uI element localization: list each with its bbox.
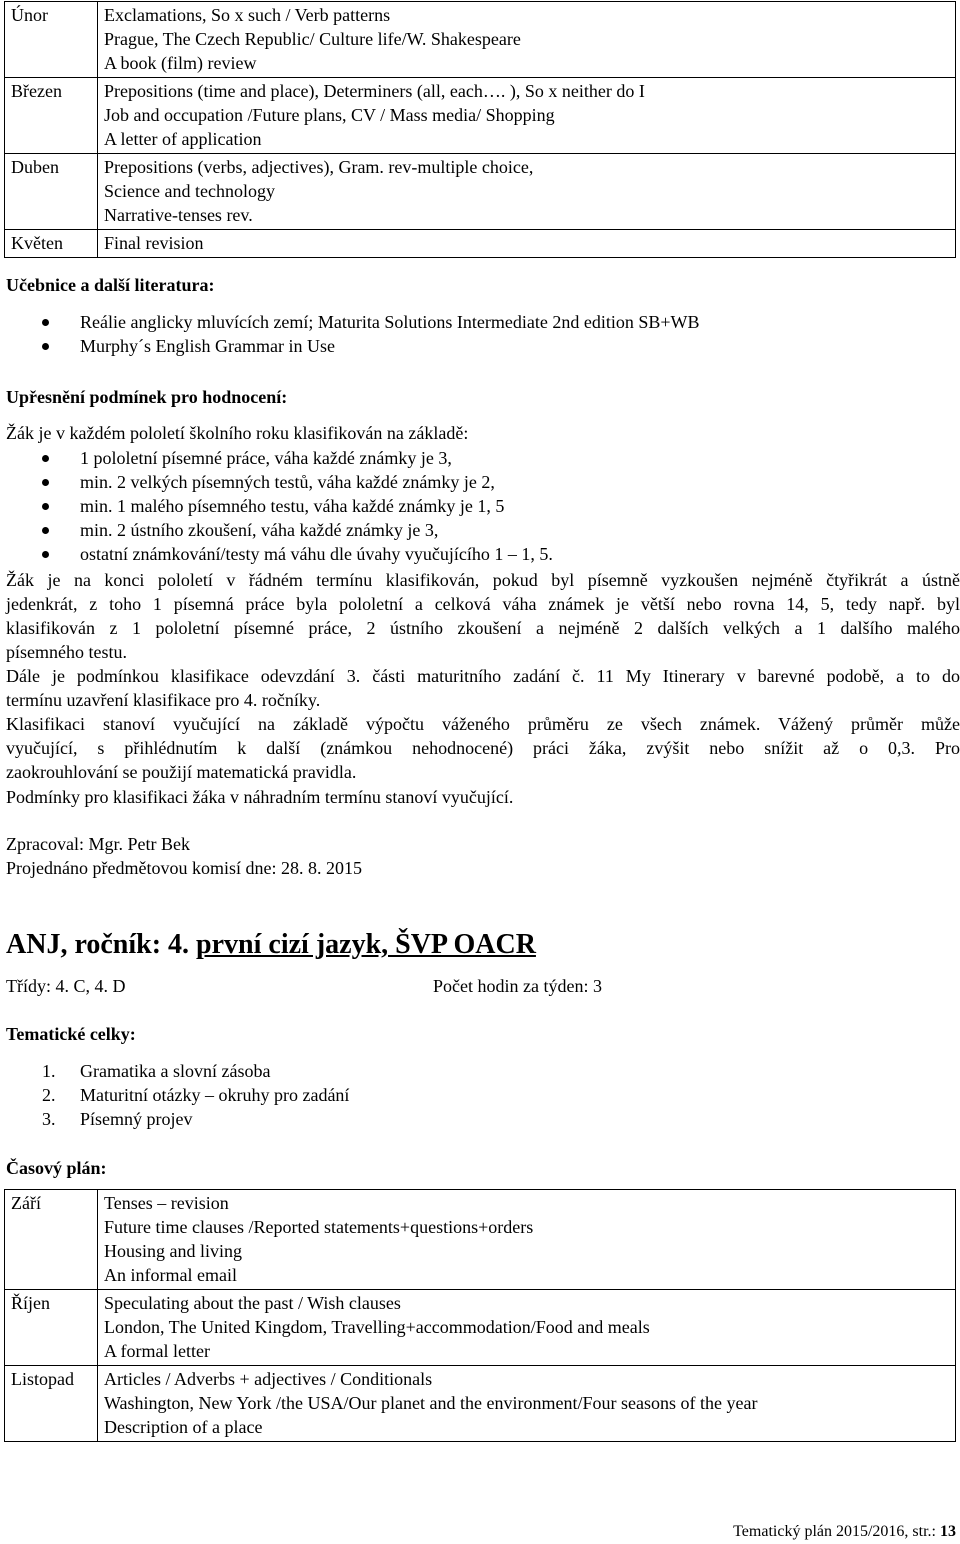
discussed-date: Projednáno předmětovou komisí dne: 28. 8. 2015 bbox=[6, 858, 362, 878]
content-cell bbox=[98, 1190, 956, 1290]
paragraph-line: klasifikován z 1 pololetní písemné práce, 2 ústního zkoušení a nejméně 2 dalších velkých a 1 dalšího malého bbox=[6, 618, 960, 638]
item-text: Maturitní otázky – okruhy pro zadání bbox=[80, 1085, 350, 1105]
month-cell: Únor bbox=[5, 2, 98, 78]
footer-text: Tematický plán 2015/2016, str.: bbox=[733, 1523, 940, 1540]
item-text: Písemný projev bbox=[80, 1109, 193, 1129]
table-row bbox=[5, 154, 956, 230]
list-item bbox=[0, 1107, 349, 1131]
content-line: An informal email bbox=[104, 1265, 237, 1285]
content-line: Exclamations, So x such / Verb patterns bbox=[104, 5, 391, 25]
topics-list bbox=[0, 1059, 349, 1131]
prepared-by: Zpracoval: Mgr. Petr Bek bbox=[6, 834, 190, 854]
month-cell: Říjen bbox=[5, 1290, 98, 1366]
content-cell bbox=[98, 1366, 956, 1442]
grading-intro: Žák je v každém pololetí školního roku klasifikován na základě: bbox=[6, 423, 469, 443]
section-title bbox=[6, 929, 536, 961]
content-line: London, The United Kingdom, Travelling+accommodation/Food and meals bbox=[104, 1317, 650, 1337]
content-line: A formal letter bbox=[104, 1341, 210, 1361]
classes-label: Třídy: 4. C, 4. D bbox=[6, 976, 126, 996]
grading-list bbox=[0, 446, 553, 566]
content-line: Prepositions (time and place), Determiners (all, each…. ), So x neither do I bbox=[104, 81, 645, 101]
page-footer bbox=[733, 1520, 956, 1544]
content-line: Job and occupation /Future plans, CV / Mass media/ Shopping bbox=[104, 105, 555, 125]
content-line: A book (film) review bbox=[104, 53, 257, 73]
month-cell: Listopad bbox=[5, 1366, 98, 1442]
content-line: Final revision bbox=[104, 233, 204, 253]
grading-paragraph-4: Podmínky pro klasifikaci žáka v náhradním termínu stanoví vyučující. bbox=[6, 787, 514, 807]
month-cell: Březen bbox=[5, 78, 98, 154]
schedule-table-bottom bbox=[4, 1189, 956, 1442]
item-text: Gramatika a slovní zásoba bbox=[80, 1061, 271, 1081]
paragraph-line: Dále je podmínkou klasifikace odevzdání 3. části maturitního zadání č. 11 My Itinerary v barevné podobě, a to do bbox=[6, 666, 960, 686]
content-line: A letter of application bbox=[104, 129, 262, 149]
paragraph-line: písemného testu. bbox=[6, 642, 127, 662]
content-line: Prague, The Czech Republic/ Culture life/W. Shakespeare bbox=[104, 29, 521, 49]
list-item: min. 2 ústního zkoušení, váha každé známky je 3, bbox=[0, 518, 553, 542]
table-row bbox=[5, 78, 956, 154]
content-line: Speculating about the past / Wish clauses bbox=[104, 1293, 401, 1313]
grading-paragraph-2 bbox=[6, 664, 960, 712]
item-number: 3. bbox=[42, 1109, 56, 1129]
literature-list bbox=[0, 310, 700, 358]
table-row bbox=[5, 2, 956, 78]
paragraph-line: zaokrouhlování se použijí matematická pravidla. bbox=[6, 762, 357, 782]
table-row bbox=[5, 230, 956, 258]
grading-heading: Upřesnění podmínek pro hodnocení: bbox=[6, 387, 288, 407]
content-cell bbox=[98, 2, 956, 78]
content-line: Articles / Adverbs + adjectives / Conditionals bbox=[104, 1369, 433, 1389]
table-row bbox=[5, 1290, 956, 1366]
content-cell bbox=[98, 230, 956, 258]
section-title-subject: ANJ, ročník: 4. bbox=[6, 929, 197, 960]
table-row bbox=[5, 1366, 956, 1442]
schedule-table-top bbox=[4, 1, 956, 258]
paragraph-line: termínu uzavření klasifikace pro 4. ročníky. bbox=[6, 690, 321, 710]
list-item bbox=[0, 1059, 349, 1083]
paragraph-line: vyučující, s přihlédnutím k další (známkou nehodnocené) práci žáka, zvýšit nebo snížit až o 0,3. Pro bbox=[6, 738, 960, 758]
month-cell: Duben bbox=[5, 154, 98, 230]
content-line: Science and technology bbox=[104, 181, 275, 201]
month-cell: Květen bbox=[5, 230, 98, 258]
schedule-heading: Časový plán: bbox=[6, 1158, 107, 1178]
content-line: Description of a place bbox=[104, 1417, 263, 1437]
content-cell bbox=[98, 154, 956, 230]
list-item: ostatní známkování/testy má váhu dle úvahy vyučujícího 1 – 1, 5. bbox=[0, 542, 553, 566]
content-line: Prepositions (verbs, adjectives), Gram. rev-multiple choice, bbox=[104, 157, 534, 177]
content-cell bbox=[98, 1290, 956, 1366]
paragraph-line: Klasifikaci stanoví vyučující na základě výpočtu váženého průměru ze všech známek. Vážený průměr může bbox=[6, 714, 960, 734]
grading-paragraph-1 bbox=[6, 568, 960, 664]
item-number: 2. bbox=[42, 1085, 56, 1105]
list-item: Reálie anglicky mluvících zemí; Maturita Solutions Intermediate 2nd edition SB+WB bbox=[0, 310, 700, 334]
item-number: 1. bbox=[42, 1061, 56, 1081]
topics-heading: Tematické celky: bbox=[6, 1024, 136, 1044]
content-line: Housing and living bbox=[104, 1241, 242, 1261]
list-item: Murphy´s English Grammar in Use bbox=[0, 334, 700, 358]
content-line: Future time clauses /Reported statements+questions+orders bbox=[104, 1217, 534, 1237]
content-line: Washington, New York /the USA/Our planet and the environment/Four seasons of the year bbox=[104, 1393, 758, 1413]
hours-label: Počet hodin za týden: 3 bbox=[433, 976, 602, 996]
page-number: 13 bbox=[940, 1523, 956, 1540]
list-item: min. 1 malého písemného testu, váha každé známky je 1, 5 bbox=[0, 494, 553, 518]
literature-heading: Učebnice a další literatura: bbox=[6, 275, 215, 295]
content-cell bbox=[98, 78, 956, 154]
list-item bbox=[0, 1083, 349, 1107]
list-item: 1 pololetní písemné práce, váha každé známky je 3, bbox=[0, 446, 553, 470]
month-cell: Září bbox=[5, 1190, 98, 1290]
grading-paragraph-3 bbox=[6, 712, 960, 784]
table-row bbox=[5, 1190, 956, 1290]
section-title-program: první cizí jazyk, ŠVP OACR bbox=[196, 929, 536, 960]
list-item: min. 2 velkých písemných testů, váha každé známky je 2, bbox=[0, 470, 553, 494]
paragraph-line: Žák je na konci pololetí v řádném termínu klasifikován, pokud byl písemně vyzkoušen nejméně čtyřikrát a ústně bbox=[6, 570, 960, 590]
paragraph-line: jedenkrát, z toho 1 písemná práce byla pololetní a celková váha známek je větší nebo rovna 14, 5, tedy např. byl bbox=[6, 594, 960, 614]
content-line: Narrative-tenses rev. bbox=[104, 205, 253, 225]
content-line: Tenses – revision bbox=[104, 1193, 229, 1213]
